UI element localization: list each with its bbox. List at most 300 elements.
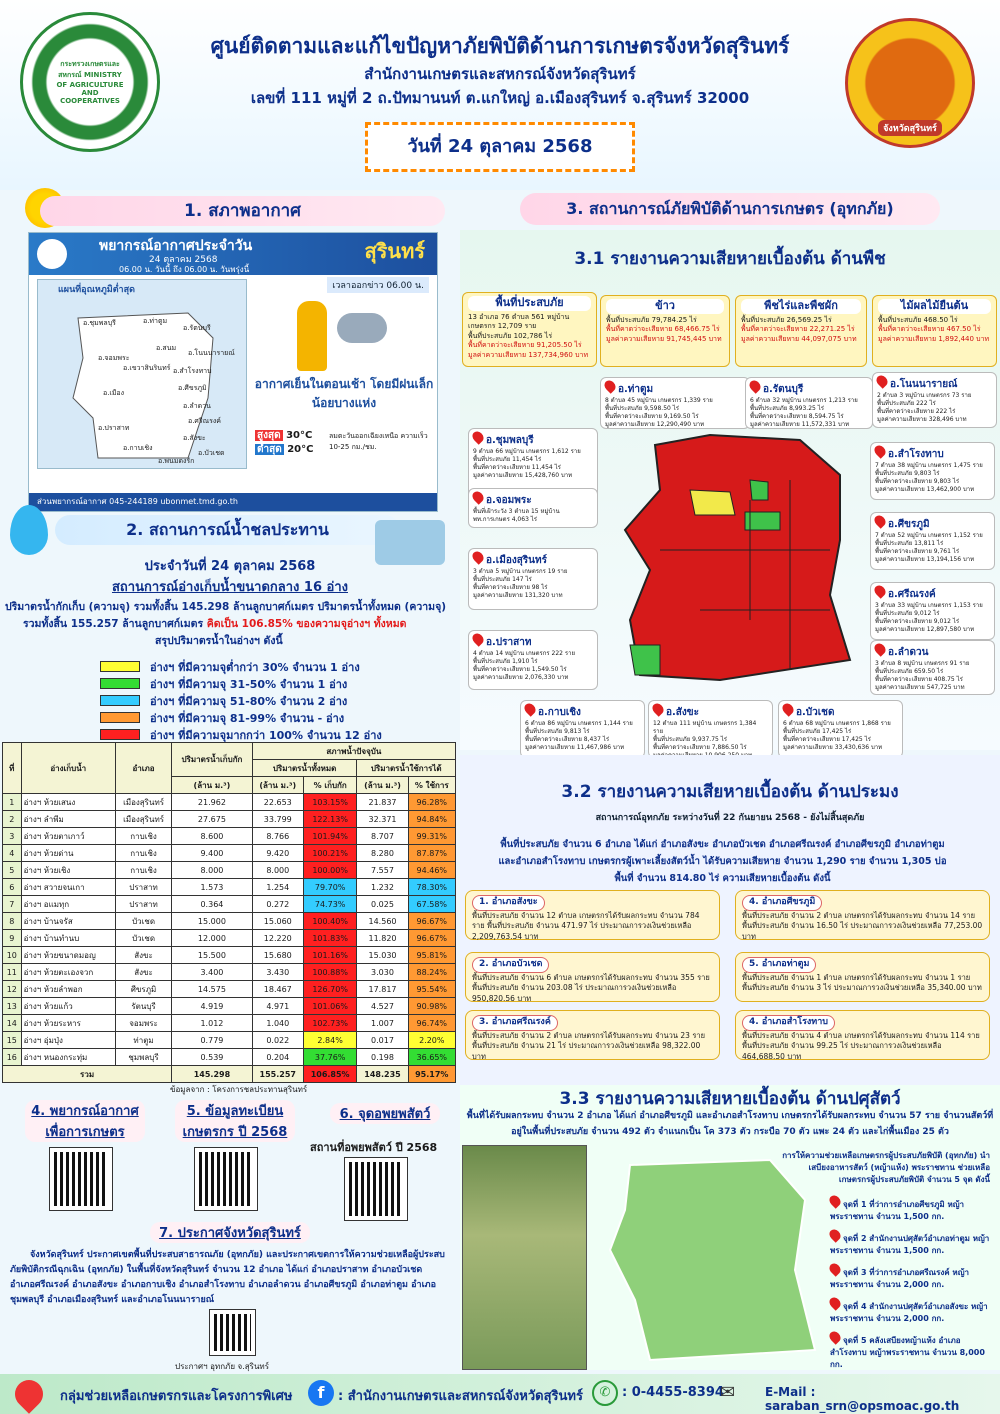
crop-summary-line: พื้นที่ประสบภัย 102,786 ไร่ bbox=[468, 331, 553, 340]
total-label: รวม bbox=[3, 1066, 172, 1083]
province-name: สุรินทร์ bbox=[364, 239, 425, 263]
th-unit-1: (ล้าน ม.³) bbox=[172, 777, 253, 794]
hay-point bbox=[830, 1297, 995, 1325]
weather-footer: ส่วนพยากรณ์อากาศ 045-244189 ubonmet.tmd.go.th bbox=[29, 493, 437, 511]
location-pin-icon bbox=[747, 378, 763, 394]
location-pin-icon bbox=[470, 631, 486, 647]
district-card-title bbox=[875, 515, 990, 532]
district-name: อ.สำโรงทาบ bbox=[888, 449, 944, 460]
legend-text: อ่างฯ ที่มีความจุต่ำกว่า 30% จำนวน 1 อ่าง bbox=[150, 660, 360, 674]
district-name: อ.กาบเชิง bbox=[538, 707, 581, 718]
table-cell: 15 bbox=[3, 1032, 22, 1049]
legend-item bbox=[100, 675, 440, 692]
tmd-logo bbox=[37, 239, 67, 269]
fishery-summary: พื้นที่ประสบภัย จำนวน 6 อำเภอ ได้แก่ อำเภอสังขะ อำเภอบัวเชด อำเภอศรีณรงค์ อำเภอศีขรภูมิ อำเภอท่าตูม และอำเภอสำโรงทาบ เกษตรกรผู้เพาะเลี้ยงสัตว์น้ำ ได้รับความเสียหาย จำนวน 1,290 ราย จำนวน 1,305 บ่อ พื้นที่ จำนวน 814.80 ไร่ ความเสียหายเบื้องต้น ดังนี้ bbox=[498, 839, 947, 884]
table-cell: อ่างฯ ห้วยเชิง bbox=[21, 862, 115, 879]
legend-text: อ่างฯ ที่มีความจุ 31-50% จำนวน 1 อ่าง bbox=[150, 677, 348, 691]
mail-icon: ✉ bbox=[720, 1382, 736, 1403]
map-district-label: อ.ชุมพลบุรี bbox=[83, 319, 116, 327]
location-pin-icon bbox=[602, 378, 618, 394]
page-title: ศูนย์ติดตามและแก้ไขปัญหาภัยพิบัติด้านการเกษตรจังหวัดสุรินทร์ bbox=[210, 34, 790, 58]
location-pin-icon bbox=[874, 373, 890, 389]
high-temp: 30°C bbox=[286, 430, 313, 441]
district-card-title bbox=[875, 445, 990, 462]
table-cell: 126.70% bbox=[303, 981, 357, 998]
district-card-title bbox=[783, 703, 898, 720]
crop-section-title: 3.1 รายงานความเสียหายเบื้องต้น ด้านพืช bbox=[574, 249, 886, 269]
fishery-district-text: พื้นที่ประสบภัย จำนวน 12 ตำบล เกษตรกรได้รับผลกระทบ จำนวน 784 ราย พื้นที่ประสบภัย จำนวน 471.97 ไร่ ประมาณการวงเงินช่วยเหลือ 2,209,763.54 บาท bbox=[472, 910, 700, 941]
livestock-intro: การให้ความช่วยเหลือเกษตรกรผู้ประสบภัยพิบัติ (อุทกภัย) นำเสบียงอาหารสัตว์ (หญ้าแห้ง) พระราชทาน ช่วยเหลือเกษตรกรผู้ประสบภัยพิบัติ จำนวน 5 จุด ดังนี้ bbox=[782, 1151, 990, 1184]
table-cell: สังขะ bbox=[115, 947, 171, 964]
crop-summary-line: เกษตรกร 12,709 ราย bbox=[468, 322, 537, 331]
table-row bbox=[3, 862, 456, 879]
table-total-row bbox=[3, 1066, 456, 1083]
table-cell: 36.65% bbox=[408, 1049, 455, 1066]
district-card bbox=[468, 630, 598, 690]
phone-icon: ✆ bbox=[592, 1380, 618, 1406]
table-cell: เมืองสุรินทร์ bbox=[115, 794, 171, 811]
district-name: อ.ปราสาท bbox=[486, 637, 532, 648]
table-cell: 10 bbox=[3, 947, 22, 964]
link-farmer-registry[interactable]: 5. ข้อมูลทะเบียนเกษตรกร ปี 2568 bbox=[175, 1100, 295, 1142]
crop-summary-line: มูลค่าความเสียหาย 1,892,440 บาท bbox=[878, 334, 990, 343]
district-card-line: พื้นที่คาดว่าจะเสียหาย 9,169.50 ไร่ bbox=[605, 412, 699, 420]
hay-point-text: จุดที่ 4 สำนักงานปศุสัตว์อำเภอสังขะ หญ้าพระราชทาน จำนวน 2,000 กก. bbox=[830, 1302, 988, 1323]
district-card-line: พื้นที่คาดว่าจะเสียหาย 1,549.50 ไร่ bbox=[473, 665, 567, 673]
low-label: ต่ำสุด bbox=[257, 444, 282, 455]
fishery-period: สถานการณ์อุทกภัย ระหว่างวันที่ 22 กันยายน 2568 - ยังไม่สิ้นสุดภัย bbox=[595, 813, 865, 823]
district-card-line: พื้นที่ประสบภัย 222 ไร่ bbox=[877, 399, 936, 407]
table-cell: 1.254 bbox=[252, 879, 303, 896]
table-cell: 9.420 bbox=[252, 845, 303, 862]
th-usable: ปริมาตรน้ำใช้การได้ bbox=[357, 760, 456, 777]
th-name: อ่างเก็บน้ำ bbox=[21, 743, 115, 794]
district-card-title bbox=[875, 643, 990, 660]
legend-text: อ่างฯ ที่มีความจุ 81-99% จำนวน - อ่าง bbox=[150, 711, 345, 725]
flood-district-map bbox=[600, 420, 860, 690]
map-district-label: อ.กาบเชิง bbox=[123, 444, 153, 452]
facebook-icon[interactable]: f bbox=[308, 1380, 334, 1406]
table-cell: อ่างฯ ห้วยแก้ว bbox=[21, 998, 115, 1015]
location-pin-icon bbox=[827, 1193, 843, 1209]
location-pin-icon bbox=[470, 549, 486, 565]
district-card-title bbox=[525, 703, 640, 720]
footer-facebook[interactable]: : สำนักงานเกษตรและสหกรณ์จังหวัดสุรินทร์ bbox=[338, 1389, 583, 1404]
footer-phone[interactable]: : 0-4455-8394 bbox=[622, 1385, 724, 1400]
district-card-line: พื้นที่คาดว่าจะเสียหาย 8,437 ไร่ bbox=[525, 735, 610, 743]
table-cell: 4 bbox=[3, 845, 22, 862]
district-name: อ.ลำดวน bbox=[888, 647, 929, 658]
temp-readout bbox=[255, 429, 313, 457]
reservoir-table bbox=[2, 742, 456, 1083]
table-row bbox=[3, 998, 456, 1015]
table-cell: 0.779 bbox=[172, 1032, 253, 1049]
table-cell: กาบเชิง bbox=[115, 828, 171, 845]
district-card-line: 7 ตำบล 52 หมู่บ้าน เกษตรกร 1,152 ราย bbox=[875, 531, 983, 539]
crop-summary-line: 13 อำเภอ 76 ตำบล 561 หมู่บ้าน bbox=[468, 312, 570, 321]
th-unit-3: (ล้าน ม.³) bbox=[357, 777, 408, 794]
table-cell: อ่างฯ ห้วยเสนง bbox=[21, 794, 115, 811]
person-icon bbox=[297, 301, 327, 371]
high-label: สูงสุด bbox=[257, 430, 281, 441]
fishery-district-box bbox=[735, 952, 990, 1002]
announce-text: จังหวัดสุรินทร์ ประกาศเขตพื้นที่ประสบสาธารณภัย (อุทกภัย) และประกาศเขตการให้ความช่วยเหลือผู้ประสบภัยพิบัติกรณีฉุกเฉิน (อุทกภัย) ในพื้นที่จังหวัดสุรินทร์ จำนวน 12 อำเภอ ได้แก่ อำเภอปราสาท อำเภอบัวเชด อำเภอศรีณรงค์ อำเภอสังขะ อำเภอกาบเชิง อำเภอสำโรงทาบ อำเภอลำดวน อำเภอศีขรภูมิ อำเภอท่าตูม อำเภอชุมพลบุรี อำเภอเมืองสุรินทร์ และอำเภอโนนนารายณ์ bbox=[10, 1250, 445, 1305]
table-cell: อ่างฯ ห้วยลำพอก bbox=[21, 981, 115, 998]
table-cell: 1.040 bbox=[252, 1015, 303, 1032]
map-district-label: อ.จอมพระ bbox=[98, 354, 130, 362]
livestock-photos bbox=[462, 1145, 587, 1370]
qr-code-registry[interactable] bbox=[195, 1148, 257, 1210]
table-cell: อ่างฯ ห้วยขนาดมอญ bbox=[21, 947, 115, 964]
announce-caption: ประกาศฯ อุทกภัย จ.สุรินทร์ bbox=[175, 1362, 269, 1371]
link-evacuation[interactable]: 6. จุดอพยพสัตว์ bbox=[330, 1103, 440, 1124]
crop-summary-line: พื้นที่ประสบภัย 79,784.25 ไร่ bbox=[606, 315, 697, 324]
footer-email[interactable]: E-Mail : saraban_srn@opsmoac.go.th bbox=[765, 1385, 960, 1413]
water-line2b: คิดเป็น 106.85% ของความจุอ่างฯ ทั้งหมด bbox=[206, 618, 407, 630]
th-cap: ปริมาตรน้ำเก็บกัก bbox=[172, 743, 253, 777]
district-name: อ.เมืองสุรินทร์ bbox=[486, 555, 547, 566]
location-pin-icon bbox=[872, 641, 888, 657]
th-district: อำเภอ bbox=[115, 743, 171, 794]
crop-summary-line: พื้นที่คาดว่าจะเสียหาย 467.50 ไร่ bbox=[878, 325, 981, 334]
crop-summary-title: พื้นที่ประสบภัย bbox=[468, 296, 591, 311]
link-agri-forecast[interactable]: 4. พยากรณ์อากาศเพื่อการเกษตร bbox=[25, 1100, 145, 1142]
table-cell: 14.560 bbox=[357, 913, 408, 930]
table-cell: 11.820 bbox=[357, 930, 408, 947]
table-cell: ศีขรภูมิ bbox=[115, 981, 171, 998]
district-card-line: 6 ตำบล 68 หมู่บ้าน เกษตรกร 1,868 ราย bbox=[783, 719, 891, 727]
table-row bbox=[3, 930, 456, 947]
table-cell: 0.017 bbox=[357, 1032, 408, 1049]
report-date: วันที่ 24 ตุลาคม 2568 bbox=[365, 122, 635, 172]
district-name: อ.จอมพระ bbox=[486, 495, 532, 506]
district-card-line: พื้นที่ประสบภัย 147 ไร่ bbox=[473, 575, 532, 583]
location-pin-icon bbox=[827, 1261, 843, 1277]
hay-point-text: จุดที่ 1 ที่ว่าการอำเภอศีขรภูมิ หญ้าพระราชทาน จำนวน 1,500 กก. bbox=[830, 1200, 965, 1221]
table-cell: 0.198 bbox=[357, 1049, 408, 1066]
district-card-line: พื้นที่ประสบภัย 11,454 ไร่ bbox=[473, 455, 542, 463]
footer-group: กลุ่มช่วยเหลือเกษตรกรและโครงการพิเศษ bbox=[60, 1389, 293, 1404]
crop-summary-line: พื้นที่คาดว่าจะเสียหาย 91,205.50 ไร่ bbox=[468, 341, 582, 350]
table-cell: 3.030 bbox=[357, 964, 408, 981]
table-cell: 8.766 bbox=[252, 828, 303, 845]
crop-summary-card bbox=[872, 295, 997, 367]
table-cell: 15.680 bbox=[252, 947, 303, 964]
district-card-title bbox=[653, 703, 768, 720]
table-cell: อ่างฯ ห้วยตาเกาว์ bbox=[21, 828, 115, 845]
table-cell: บัวเชด bbox=[115, 930, 171, 947]
crop-summary-line: มูลค่าความเสียหาย 137,734,960 บาท bbox=[468, 350, 589, 359]
map-district-label: อ.ศรีณรงค์ bbox=[188, 417, 221, 425]
total-cell: 145.298 bbox=[172, 1066, 253, 1083]
agri-section-title: 3. สถานการณ์ภัยพิบัติด้านการเกษตร (อุทกภัย) bbox=[520, 193, 940, 225]
fishery-district-name: 4. อำเภอสำโรงทาบ bbox=[742, 1015, 835, 1031]
weather-desc: อากาศเย็นในตอนเช้า โดยมีฝนเล็กน้อยบางแห่ง bbox=[254, 377, 434, 410]
table-cell: 8 bbox=[3, 913, 22, 930]
table-cell: 18.467 bbox=[252, 981, 303, 998]
table-cell: 7.557 bbox=[357, 862, 408, 879]
table-cell: 1.007 bbox=[357, 1015, 408, 1032]
table-cell: 9 bbox=[3, 930, 22, 947]
crop-summary-title: พืชไร่และพืชผัก bbox=[741, 299, 861, 314]
qr-code-evacuation[interactable] bbox=[345, 1158, 407, 1220]
district-name: อ.ชุมพลบุรี bbox=[486, 435, 534, 446]
table-cell: 0.272 bbox=[252, 896, 303, 913]
district-card-line: พื้นที่คาดว่าจะเสียหาย 17,425 ไร่ bbox=[783, 735, 871, 743]
fishery-district-box bbox=[735, 890, 990, 940]
province-seal: จังหวัดสุรินทร์ bbox=[845, 18, 975, 148]
location-pin-icon bbox=[827, 1227, 843, 1243]
table-cell: 96.74% bbox=[408, 1015, 455, 1032]
district-card bbox=[870, 640, 995, 695]
district-card-line: พื้นที่คาดว่าจะเสียหาย 98 ไร่ bbox=[473, 583, 548, 591]
fishery-district-text: พื้นที่ประสบภัย จำนวน 2 ตำบล เกษตรกรได้รับผลกระทบ จำนวน 14 ราย พื้นที่ประสบภัย จำนวน 16.50 ไร่ ประมาณการวงเงินช่วยเหลือ 77,253.00 บาท bbox=[742, 910, 983, 941]
wind-info: ลมตะวันออกเฉียงเหนือ ความเร็ว 10-25 กม./ชม. bbox=[329, 432, 428, 451]
district-card-line: 7 ตำบล 38 หมู่บ้าน เกษตรกร 1,475 ราย bbox=[875, 461, 983, 469]
district-name: อ.ท่าตูม bbox=[618, 384, 654, 395]
map-district-label: อ.สังขะ bbox=[183, 434, 206, 442]
table-cell: 32.371 bbox=[357, 811, 408, 828]
table-row bbox=[3, 913, 456, 930]
district-card-line: พื้นที่ประสบภัย 659.50 ไร่ bbox=[875, 667, 944, 675]
crop-summary-card bbox=[600, 295, 730, 367]
location-pin-icon bbox=[470, 489, 486, 505]
district-card-line: พื้นที่ประสบภัย 8,993.25 ไร่ bbox=[750, 404, 824, 412]
map-district-label: อ.เมือง bbox=[103, 389, 125, 397]
table-cell: 21.837 bbox=[357, 794, 408, 811]
th-unit-2: (ล้าน ม.³) bbox=[252, 777, 303, 794]
table-cell: 27.675 bbox=[172, 811, 253, 828]
th-current: สภาพน้ำปัจจุบัน bbox=[252, 743, 455, 760]
district-card-line: 3 ตำบล 8 หมู่บ้าน เกษตรกร 91 ราย bbox=[875, 659, 970, 667]
legend-item bbox=[100, 658, 440, 675]
table-row bbox=[3, 981, 456, 998]
table-cell: 15.060 bbox=[252, 913, 303, 930]
fishery-district-text: พื้นที่ประสบภัย จำนวน 4 ตำบล เกษตรกรได้รับผลกระทบ จำนวน 114 ราย พื้นที่ประสบภัย จำนวน 99.25 ไร่ ประมาณการวงเงินช่วยเหลือ 464,688.50 บาท bbox=[742, 1030, 980, 1061]
district-card-line: มูลค่าความเสียหาย 12,897,580 บาท bbox=[875, 625, 975, 633]
table-cell: 67.58% bbox=[408, 896, 455, 913]
district-card-line: พื้นที่ประสบภัย 1,910 ไร่ bbox=[473, 657, 538, 665]
table-cell: 8.600 bbox=[172, 828, 253, 845]
table-cell: อ่างฯ บ้านทำนบ bbox=[21, 930, 115, 947]
rain-cloud-icon bbox=[337, 313, 387, 343]
table-cell: 37.76% bbox=[303, 1049, 357, 1066]
district-card-line: มูลค่าความเสียหาย 547,725 บาท bbox=[875, 683, 965, 691]
total-cell: 155.257 bbox=[252, 1066, 303, 1083]
legend-item bbox=[100, 692, 440, 709]
fishery-district-name: 3. อำเภอศรีณรงค์ bbox=[472, 1015, 558, 1031]
crop-summary-line: พื้นที่ประสบภัย 468.50 ไร่ bbox=[878, 315, 958, 324]
district-card bbox=[870, 582, 995, 640]
district-card-line: 6 ตำบล 86 หมู่บ้าน เกษตรกร 1,144 ราย bbox=[525, 719, 633, 727]
table-cell: อ่างฯ บ้านจรัส bbox=[21, 913, 115, 930]
fishery-district-box bbox=[465, 952, 720, 1002]
table-cell: จอมพระ bbox=[115, 1015, 171, 1032]
table-row bbox=[3, 947, 456, 964]
water-date: ประจำวันที่ 24 ตุลาคม 2568 bbox=[144, 559, 316, 574]
table-cell: 88.24% bbox=[408, 964, 455, 981]
announce-title: 7. ประกาศจังหวัดสุรินทร์ bbox=[150, 1222, 310, 1243]
th-pct: % เก็บกัก bbox=[303, 777, 357, 794]
table-cell: อ่างฯ ห้วยตะเองจวก bbox=[21, 964, 115, 981]
water-section-title: 2. สถานการณ์น้ำชลประทาน bbox=[55, 515, 400, 545]
table-cell: 1.232 bbox=[357, 879, 408, 896]
table-cell: 12 bbox=[3, 981, 22, 998]
map-district-label: อ.สำโรงทาบ bbox=[173, 367, 212, 375]
temp-map bbox=[37, 279, 247, 469]
location-pin-icon bbox=[827, 1295, 843, 1311]
water-source: ข้อมูลจาก : โครงการชลประทานสุรินทร์ bbox=[170, 1085, 308, 1094]
table-cell: 100.88% bbox=[303, 964, 357, 981]
district-card-line: มูลค่าความเสียหาย 11,572,331 บาท bbox=[750, 420, 850, 428]
table-cell: อ่างฯ ห้วยระหาร bbox=[21, 1015, 115, 1032]
table-cell: 6 bbox=[3, 879, 22, 896]
table-cell: 15.030 bbox=[357, 947, 408, 964]
fishery-district-text: พื้นที่ประสบภัย จำนวน 6 ตำบล เกษตรกรได้รับผลกระทบ จำนวน 355 ราย พื้นที่ประสบภัย จำนวน 203.08 ไร่ ประมาณการวงเงินช่วยเหลือ 950,820.56 บาท bbox=[472, 972, 710, 1003]
district-card-line: พื้นที่ประสบภัย 9,012 ไร่ bbox=[875, 609, 940, 617]
fishery-district-text: พื้นที่ประสบภัย จำนวน 1 ตำบล เกษตรกรได้รับผลกระทบ จำนวน 1 ราย พื้นที่ประสบภัย จำนวน 3 ไร่ ประมาณการวงเงินช่วยเหลือ 35,340.00 บาท bbox=[742, 972, 982, 992]
district-card-line: มูลค่าความเสียหาย 15,428,760 บาท bbox=[473, 471, 573, 479]
table-row bbox=[3, 1049, 456, 1066]
total-cell: 106.85% bbox=[303, 1066, 357, 1083]
issue-time: เวลาออกข่าว 06.00 น. bbox=[327, 277, 429, 293]
district-card-title bbox=[875, 585, 990, 602]
district-card-line: พื้นที่คาดว่าจะเสียหาย 9,761 ไร่ bbox=[875, 547, 960, 555]
table-cell: 90.98% bbox=[408, 998, 455, 1015]
table-cell: กาบเชิง bbox=[115, 845, 171, 862]
map-district-label: อ.บัวเชด bbox=[198, 449, 225, 457]
table-cell: รัตนบุรี bbox=[115, 998, 171, 1015]
legend-text: อ่างฯ ที่มีความจุ 51-80% จำนวน 2 อ่าง bbox=[150, 694, 348, 708]
table-cell: 17.817 bbox=[357, 981, 408, 998]
table-cell: 13 bbox=[3, 998, 22, 1015]
district-card-line: มูลค่าความเสียหาย 33,430,636 บาท bbox=[783, 743, 883, 751]
district-card bbox=[778, 700, 903, 758]
table-cell: 95.81% bbox=[408, 947, 455, 964]
crop-summary-line: พื้นที่คาดว่าจะเสียหาย 68,466.75 ไร่ bbox=[606, 325, 720, 334]
legend-swatch bbox=[100, 661, 140, 672]
qr-code-announce[interactable] bbox=[210, 1310, 255, 1355]
table-cell: 9.400 bbox=[172, 845, 253, 862]
district-card-title bbox=[605, 380, 745, 397]
district-card-line: พื้นที่คาดว่าจะเสียหาย 222 ไร่ bbox=[877, 407, 956, 415]
livestock-section-title: 3.3 รายงานความเสียหายเบื้องต้น ด้านปศุสัตว์ bbox=[559, 1089, 901, 1109]
fishery-district-box bbox=[465, 1010, 720, 1060]
table-cell: 101.94% bbox=[303, 828, 357, 845]
location-pin-icon bbox=[872, 443, 888, 459]
fishery-district-name: 4. อำเภอศีขรภูมิ bbox=[742, 895, 822, 911]
table-cell: บัวเชด bbox=[115, 913, 171, 930]
district-card-line: 4 ตำบล 14 หมู่บ้าน เกษตรกร 222 ราย bbox=[473, 649, 576, 657]
table-cell: ชุมพลบุรี bbox=[115, 1049, 171, 1066]
table-cell: 94.46% bbox=[408, 862, 455, 879]
water-line1: ปริมาตรน้ำกักเก็บ (ความจุ) รวมทั้งสิ้น 145.298 ล้านลูกบาศก์เมตร ปริมาตรน้ำทั้งหมด (ความจุ) bbox=[5, 601, 447, 613]
qr-code-forecast[interactable] bbox=[50, 1148, 112, 1210]
table-cell: 87.87% bbox=[408, 845, 455, 862]
table-cell: อ่างฯ สวายจนเกา bbox=[21, 879, 115, 896]
table-cell: 8.000 bbox=[172, 862, 253, 879]
district-card-line: มูลค่าความเสียหาย 11,467,986 บาท bbox=[525, 743, 625, 751]
table-row bbox=[3, 879, 456, 896]
district-card-line: มูลค่าความเสียหาย 12,290,490 บาท bbox=[605, 420, 705, 428]
table-cell: กาบเชิง bbox=[115, 862, 171, 879]
water-line2a: รวมทั้งสิ้น 155.257 ล้านลูกบาศก์เมตร bbox=[23, 618, 204, 630]
table-cell: 0.539 bbox=[172, 1049, 253, 1066]
table-cell: 0.022 bbox=[252, 1032, 303, 1049]
table-row bbox=[3, 964, 456, 981]
map-district-label: อ.เขวาสินรินทร์ bbox=[123, 364, 171, 372]
weather-panel-time: 06.00 น. วันนี้ ถึง 06.00 น. วันพรุ่งนี้ bbox=[119, 265, 250, 274]
legend-text: อ่างฯ ที่มีความจุมากกว่า 100% จำนวน 12 อ่าง bbox=[150, 728, 382, 742]
address: เลขที่ 111 หมู่ที่ 2 ถ.ปัทมานนท์ ต.แกใหญ่ อ.เมืองสุรินทร์ จ.สุรินทร์ 32000 bbox=[250, 89, 750, 107]
table-cell: 101.83% bbox=[303, 930, 357, 947]
location-pin-icon bbox=[470, 429, 486, 445]
page-subtitle: สำนักงานเกษตรและสหกรณ์จังหวัดสุรินทร์ bbox=[364, 65, 636, 83]
table-cell: 15.000 bbox=[172, 913, 253, 930]
table-cell: ปราสาท bbox=[115, 879, 171, 896]
table-row bbox=[3, 828, 456, 845]
district-card-line: พื้นที่คาดว่าจะเสียหาย 7,886.50 ไร่ bbox=[653, 743, 747, 751]
table-cell: 99.31% bbox=[408, 828, 455, 845]
fishery-district-name: 2. อำเภอบัวเชด bbox=[472, 957, 549, 973]
map-district-label: อ.รัตนบุรี bbox=[183, 324, 211, 332]
district-card-line: มูลค่าความเสียหาย 2,076,330 บาท bbox=[473, 673, 569, 681]
legend-item bbox=[100, 726, 440, 743]
table-row bbox=[3, 811, 456, 828]
weather-section-title: 1. สภาพอากาศ bbox=[40, 196, 445, 226]
district-card-line: 3 ตำบล 5 หมู่บ้าน เกษตรกร 19 ราย bbox=[473, 567, 568, 575]
total-cell: 95.17% bbox=[408, 1066, 455, 1083]
table-cell: 3.430 bbox=[252, 964, 303, 981]
location-pin-icon bbox=[827, 1329, 843, 1345]
table-cell: เมืองสุรินทร์ bbox=[115, 811, 171, 828]
district-card-line: 9 ตำบล 66 หมู่บ้าน เกษตรกร 1,612 ราย bbox=[473, 447, 581, 455]
district-card bbox=[870, 442, 995, 500]
map-district-label: อ.ลำดวน bbox=[183, 402, 211, 410]
table-cell: 0.364 bbox=[172, 896, 253, 913]
livestock-summary: พื้นที่ได้รับผลกระทบ จำนวน 2 อำเภอ ได้แก่ อำเภอศีขรภูมิ และอำเภอสำโรงทาบ เกษตรกรได้รับผลกระทบ จำนวน 57 ราย จำนวนสัตว์ที่อยู่ในพื้นที่ประสบภัย จำนวน 492 ตัว จำแนกเป็น โค 373 ตัว กระบือ 70 ตัว แพะ 24 ตัว และไก่พื้นเมือง 25 ตัว bbox=[466, 1111, 994, 1137]
crop-summary-title: ข้าว bbox=[606, 299, 724, 314]
fishery-district-text: พื้นที่ประสบภัย จำนวน 2 ตำบล เกษตรกรได้รับผลกระทบ จำนวน 23 ราย พื้นที่ประสบภัย จำนวน 21 ไร่ ประมาณการวงเงินช่วยเหลือ 98,322.00 บาท bbox=[472, 1030, 705, 1061]
district-card-line: พื้นที่คาดว่าจะเสียหาย 408.75 ไร่ bbox=[875, 675, 963, 683]
district-card-line: พื้นที่ประสบภัย 9,803 ไร่ bbox=[875, 469, 940, 477]
table-cell: 95.54% bbox=[408, 981, 455, 998]
district-card-line: พื้นที่ประสบภัย 13,811 ไร่ bbox=[875, 539, 944, 547]
evacuation-sub: สถานที่อพยพสัตว์ ปี 2568 bbox=[310, 1141, 438, 1154]
district-card bbox=[468, 548, 598, 610]
temp-map-title: แผนที่อุณหภูมิต่ำสุด bbox=[58, 285, 135, 295]
district-card-title bbox=[473, 551, 593, 568]
district-card-line: พื้นที่ประสบภัย 17,425 ไร่ bbox=[783, 727, 852, 735]
table-cell: 14 bbox=[3, 1015, 22, 1032]
water-subtitle: สถานการณ์อ่างเก็บน้ำขนาดกลาง 16 อ่าง bbox=[111, 580, 348, 595]
table-cell: 8.000 bbox=[252, 862, 303, 879]
district-card-line: มูลค่าความเสียหาย 13,462,900 บาท bbox=[875, 485, 975, 493]
district-name: อ.ศีขรภูมิ bbox=[888, 519, 930, 530]
table-cell: 11 bbox=[3, 964, 22, 981]
water-line3: สรุปปริมาตรน้ำในอ่างฯ ดังนี้ bbox=[155, 635, 283, 647]
table-cell: สังขะ bbox=[115, 964, 171, 981]
water-legend bbox=[100, 658, 440, 743]
table-cell: 96.67% bbox=[408, 913, 455, 930]
district-name: อ.ศรีณรงค์ bbox=[888, 589, 936, 600]
table-cell: อ่างฯ อุ่มปุ่ง bbox=[21, 1032, 115, 1049]
district-card-title bbox=[877, 375, 992, 392]
legend-swatch bbox=[100, 695, 140, 706]
table-row bbox=[3, 845, 456, 862]
district-card-line: 6 ตำบล 32 หมู่บ้าน เกษตรกร 1,213 ราย bbox=[750, 396, 858, 404]
fishery-section-title: 3.2 รายงานความเสียหายเบื้องต้น ด้านประมง bbox=[561, 782, 899, 802]
